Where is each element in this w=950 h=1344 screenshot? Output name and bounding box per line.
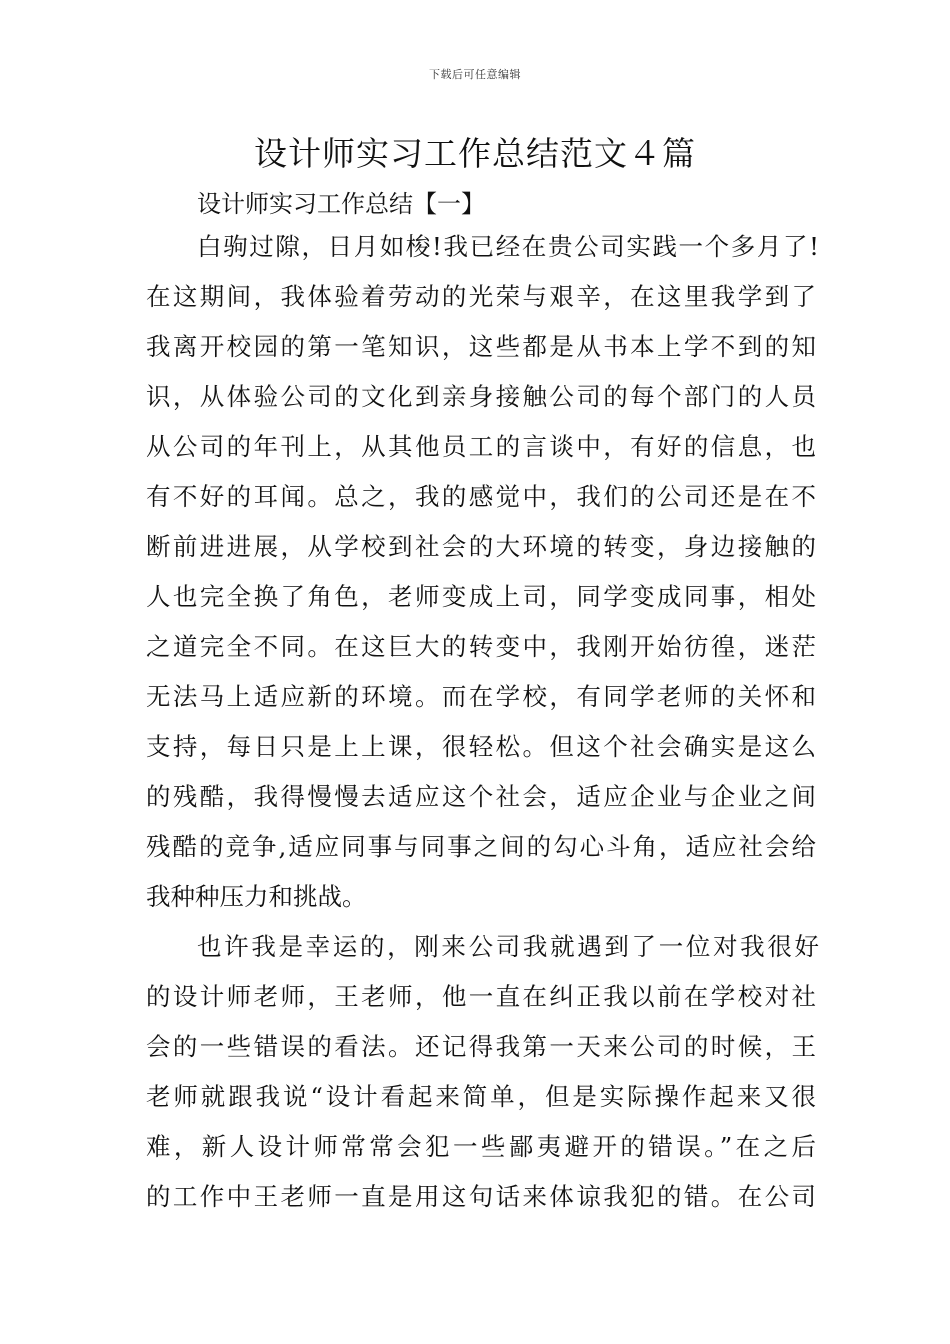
paragraph-line: 断前进进展，从学校到社会的大环境的转变，身边接触的	[146, 532, 816, 561]
paragraph-line: 残酷的竞争,适应同事与同事之间的勾心斗角，适应社会给	[146, 832, 816, 861]
paragraph-line: 也许我是幸运的，刚来公司我就遇到了一位对我很好	[197, 932, 819, 961]
paragraph-line: 识，从体验公司的文化到亲身接触公司的每个部门的人员	[146, 382, 816, 411]
paragraph-line: 难，新人设计师常常会犯一些鄙夷避开的错误。”在之后	[146, 1132, 816, 1161]
paragraph-line: 的工作中王老师一直是用这句话来体谅我犯的错。在公司	[146, 1182, 816, 1211]
paragraph-line: 我种种压力和挑战。	[146, 882, 367, 911]
paragraph-line: 我离开校园的第一笔知识，这些都是从书本上学不到的知	[146, 332, 816, 361]
paragraph-line: 有不好的耳闻。总之，我的感觉中，我们的公司还是在不	[146, 482, 816, 511]
paragraph-line: 白驹过隙，日月如梭!我已经在贵公司实践一个多月了!	[197, 232, 819, 261]
page-title: 设计师实习工作总结范文４篇	[254, 134, 696, 173]
paragraph-line: 的设计师老师，王老师，他一直在纠正我以前在学校对社	[146, 982, 816, 1011]
paragraph-line: 在这期间，我体验着劳动的光荣与艰辛，在这里我学到了	[146, 282, 816, 311]
paragraph-line: 老师就跟我说“设计看起来简单，但是实际操作起来又很	[146, 1082, 816, 1111]
paragraph-line: 之道完全不同。在这巨大的转变中，我刚开始彷徨，迷茫	[146, 632, 816, 661]
header-note: 下载后可任意编辑	[429, 68, 521, 81]
paragraph-line: 无法马上适应新的环境。而在学校，有同学老师的关怀和	[146, 682, 816, 711]
paragraph-line: 从公司的年刊上，从其他员工的言谈中，有好的信息，也	[146, 432, 816, 461]
section-heading: 设计师实习工作总结【一】	[197, 190, 485, 218]
paragraph-line: 的残酷，我得慢慢去适应这个社会，适应企业与企业之间	[146, 782, 816, 811]
paragraph-line: 会的一些错误的看法。还记得我第一天来公司的时候，王	[146, 1032, 816, 1061]
paragraph-line: 支持，每日只是上上课，很轻松。但这个社会确实是这么	[146, 732, 816, 761]
paragraph-line: 人也完全换了角色，老师变成上司，同学变成同事，相处	[146, 582, 816, 611]
